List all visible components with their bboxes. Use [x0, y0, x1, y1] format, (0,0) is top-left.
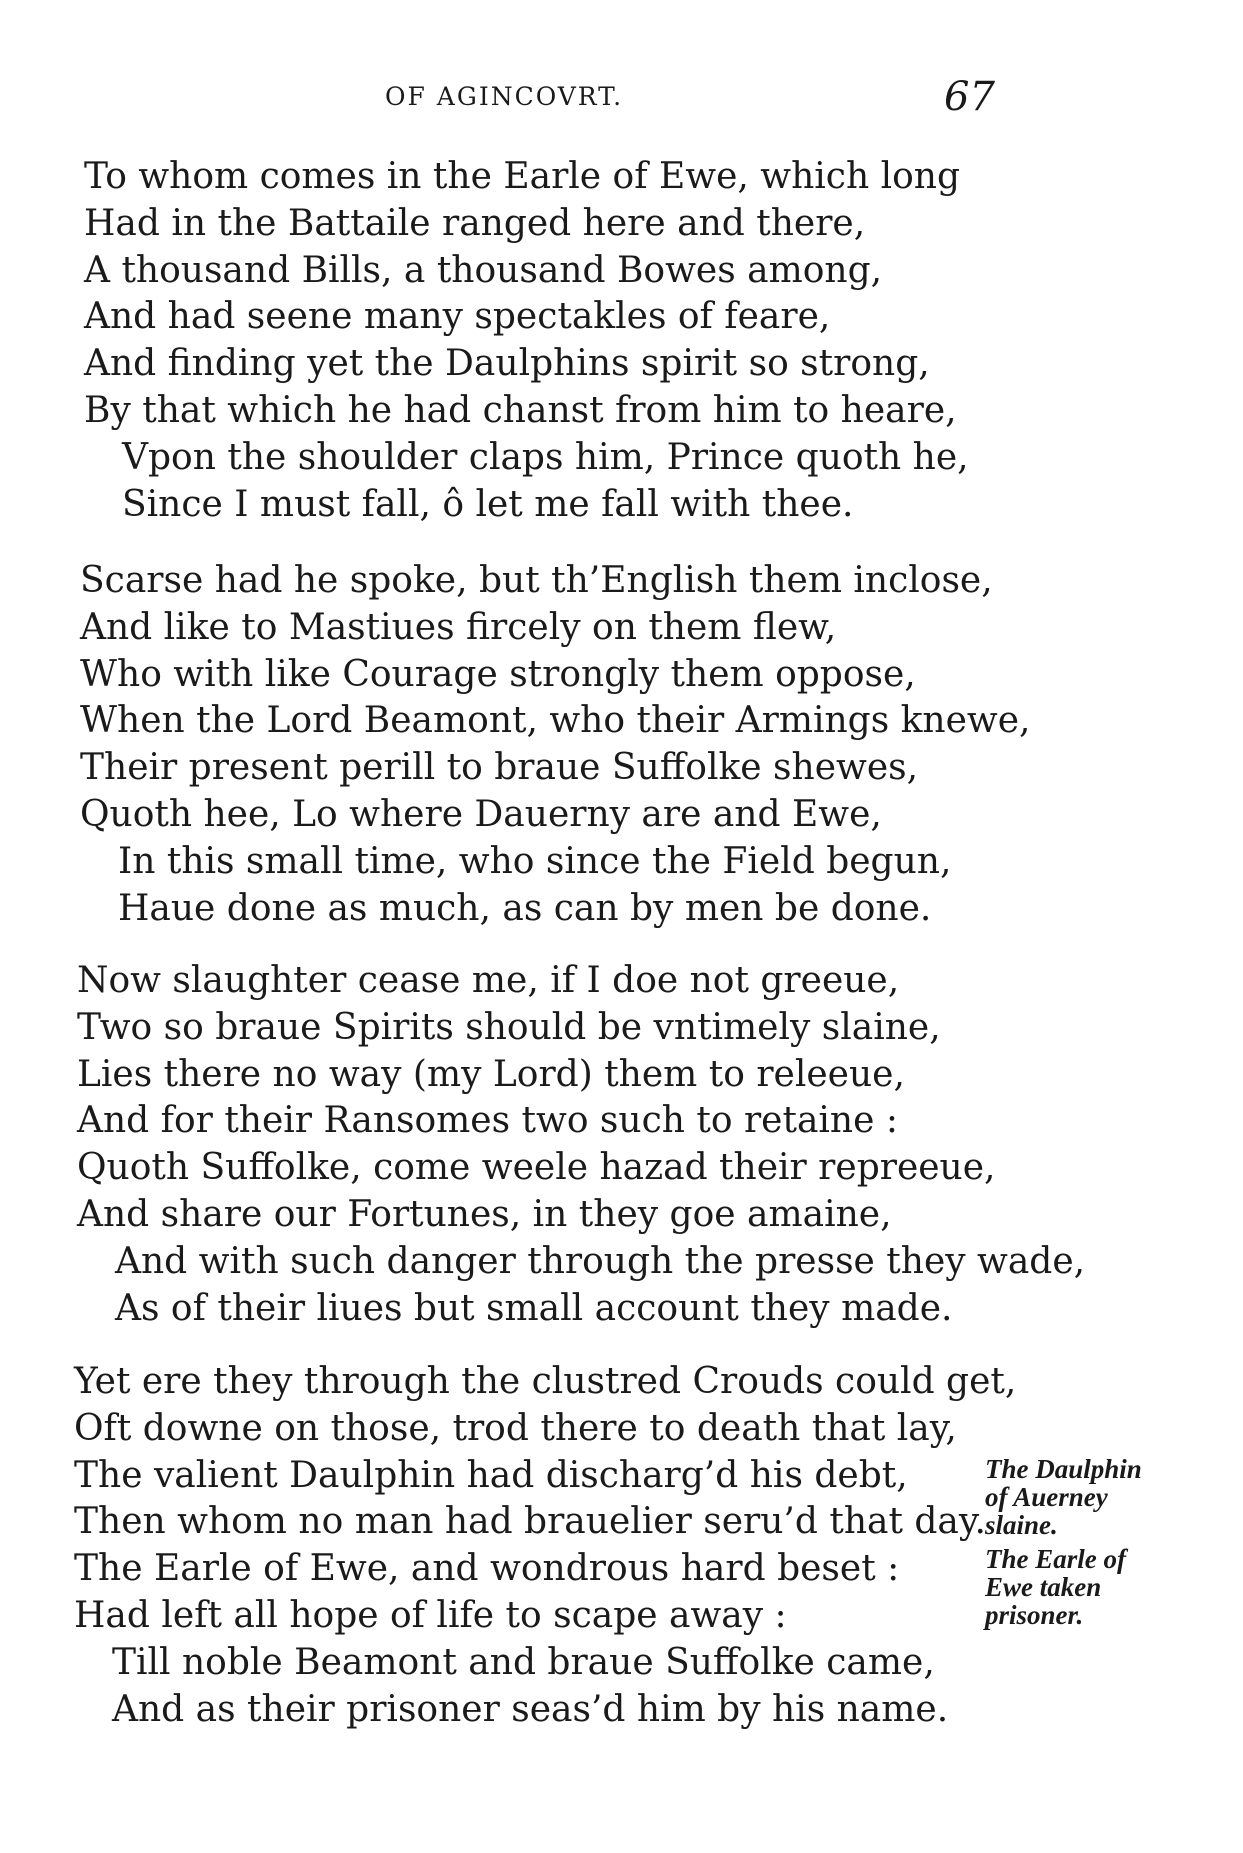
stanza-3	[77, 958, 1085, 1332]
verse-line-indented: Till noble Beamont and braue Suffolke came,	[112, 1641, 935, 1683]
stanza-2	[80, 558, 1030, 932]
stanza-4	[74, 1359, 1016, 1733]
verse-line-indented: Since I must fall, ô let me fall with thee.	[122, 483, 854, 525]
stanza-1	[84, 154, 969, 528]
running-head: OF AGINCOVRT.	[385, 82, 624, 111]
verse-line: Quoth hee, Lo where Dauerny are and Ewe,	[80, 793, 882, 835]
verse-line: The Earle of Ewe, and wondrous hard beset :	[74, 1548, 900, 1590]
verse-line: By that which he had chanst from him to heare,	[84, 389, 957, 431]
verse-line: Scarse had he spoke, but th’English them inclose,	[80, 560, 993, 601]
marginal-note-line: The Earle of	[985, 1544, 1126, 1574]
verse-line: Had left all hope of life to scape away :	[74, 1594, 787, 1636]
verse-line: Now slaughter cease me, if I doe not greeue,	[77, 960, 900, 1001]
verse-line: Oft downe on those, trod there to death that lay,	[74, 1407, 957, 1449]
verse-line: Quoth Suffolke, come weele hazad their repreeue,	[77, 1147, 996, 1189]
verse-line-indented: Vpon the shoulder claps him, Prince quoth he,	[122, 436, 969, 478]
verse-line: Lies there no way (my Lord) them to releeue,	[77, 1053, 905, 1095]
marginal-note-line: prisoner.	[985, 1600, 1084, 1630]
verse-line-indented: And as their prisoner seas’d him by his name.	[112, 1688, 949, 1730]
verse-line: And like to Mastiues fircely on them flew,	[80, 606, 837, 648]
page-number: 67	[944, 74, 995, 120]
verse-line: Had in the Battaile ranged here and there,	[84, 202, 866, 244]
verse-line: And had seene many spectakles of feare,	[84, 296, 831, 338]
marginal-note-daulphin	[985, 1455, 1142, 1539]
marginal-note-line: slaine.	[985, 1510, 1058, 1540]
verse-line-indented: And with such danger through the presse they wade,	[115, 1240, 1086, 1282]
verse-line: Their present perill to braue Suffolke shewes,	[80, 747, 919, 789]
verse-line: Then whom no man had brauelier seru’d that day.	[74, 1501, 986, 1543]
verse-line-indented: Haue done as much, as can by men be done.	[118, 887, 932, 929]
verse-line: A thousand Bills, a thousand Bowes among,	[84, 249, 883, 291]
marginal-note-earle	[985, 1545, 1126, 1629]
marginal-note-line: The Daulphin	[985, 1454, 1142, 1484]
verse-line: The valient Daulphin had discharg’d his debt,	[74, 1454, 908, 1496]
verse-line: Who with like Courage strongly them oppose,	[80, 653, 916, 695]
verse-line-indented: As of their liues but small account they made.	[115, 1287, 953, 1329]
marginal-note-line: of Auerney	[985, 1482, 1108, 1512]
verse-line: And share our Fortunes, in they goe amaine,	[77, 1193, 892, 1235]
verse-line: When the Lord Beamont, who their Armings knewe,	[80, 700, 1031, 742]
verse-line: Yet ere they through the clustred Crouds could get,	[74, 1361, 1017, 1402]
verse-line-indented: In this small time, who since the Field begun,	[118, 840, 952, 882]
verse-line: And for their Ransomes two such to retaine :	[77, 1100, 898, 1142]
verse-line: To whom comes in the Earle of Ewe, which long	[84, 156, 960, 197]
verse-line: And finding yet the Daulphins spirit so strong,	[84, 343, 930, 385]
verse-line: Two so braue Spirits should be vntimely slaine,	[77, 1006, 941, 1048]
marginal-note-line: Ewe taken	[985, 1572, 1102, 1602]
